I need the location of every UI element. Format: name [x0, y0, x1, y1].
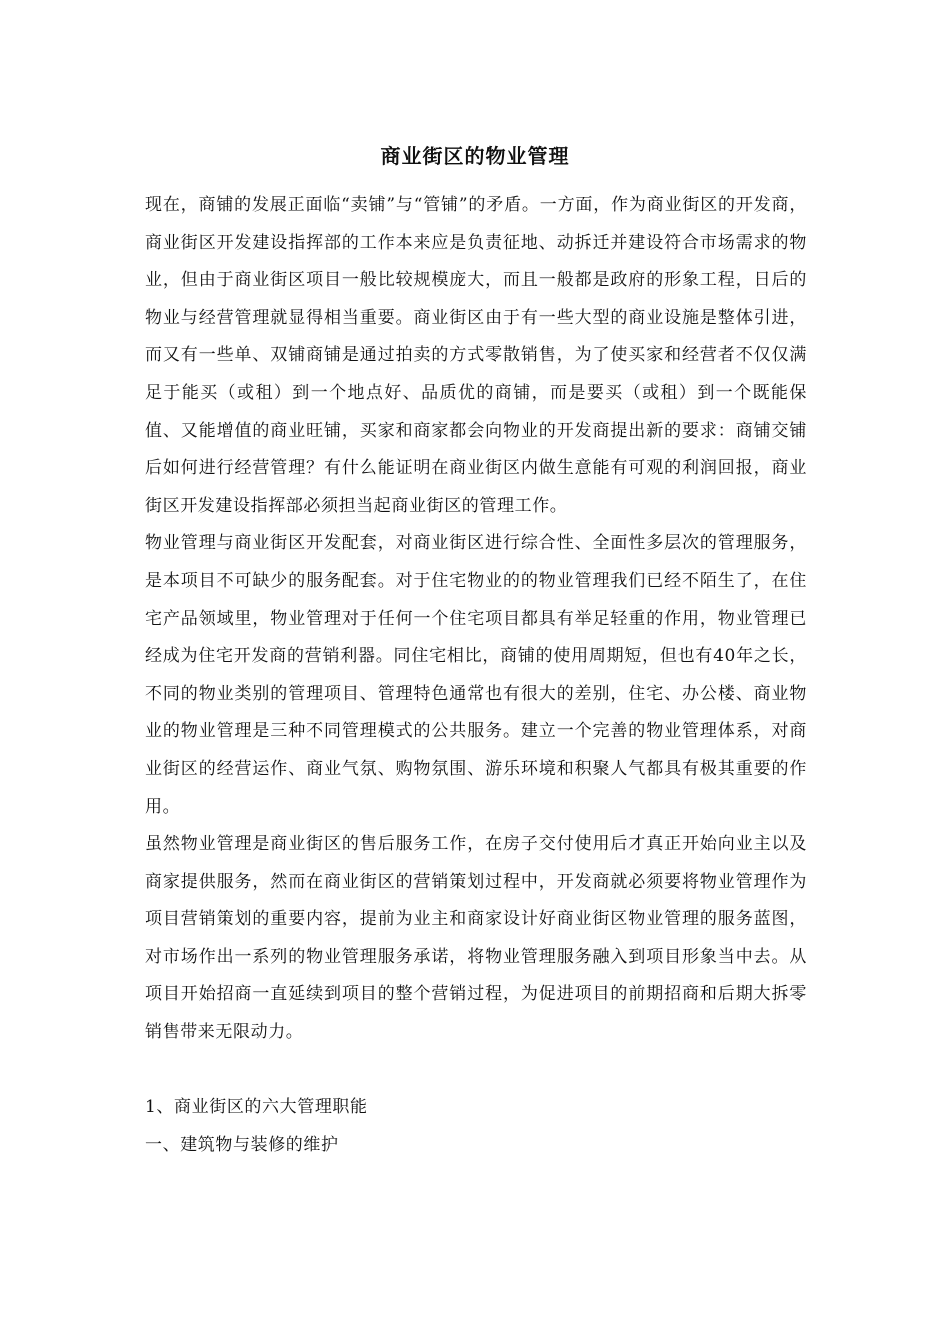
document-title: 商业街区的物业管理: [380, 144, 570, 168]
paragraph-2: 物业管理与商业街区开发配套，对商业街区进行综合性、全面性多层次的管理服务，是本项目不可缺少的服务配套。对于住宅物业的的物业管理我们已经不陌生了，在住宅产品领域里，物业管理对于任何一个住宅项目都具有举足轻重的作用，物业管理已经成为住宅开发商的营销利器。同住宅相比，商铺的使用周期短，但也有40年之长，不同的物业类别的管理项目、管理特色通常也有很大的差别，住宅、办公楼、商业物业的物业管理是三种不同管理模式的公共服务。建立一个完善的物业管理体系，对商业街区的经营运作、商业气氛、购物氛围、游乐环境和积聚人气都具有极其重要的作用。: [145, 533, 807, 817]
blank-line: [145, 1052, 807, 1090]
section-heading: 1、商业街区的六大管理职能: [145, 1097, 368, 1118]
subsection-heading: 一、建筑物与装修的维护: [145, 1134, 339, 1155]
document-body: [145, 187, 807, 1164]
paragraph-1: 现在，商铺的发展正面临“卖铺”与“管铺”的矛盾。一方面，作为商业街区的开发商，商业街区开发建设指挥部的工作本来应是负责征地、动拆迁并建设符合市场需求的物业，但由于商业街区项目一般比较规模庞大，而且一般都是政府的形象工程，日后的物业与经营管理就显得相当重要。商业街区由于有一些大型的商业设施是整体引进，而又有一些单、双铺商铺是通过拍卖的方式零散销售，为了使买家和经营者不仅仅满足于能买（或租）到一个地点好、品质优的商铺，而是要买（或租）到一个既能保值、又能增值的商业旺铺，买家和商家都会向物业的开发商提出新的要求：商铺交铺后如何进行经营管理？有什么能证明在商业街区内做生意能有可观的利润回报，商业街区开发建设指挥部必须担当起商业街区的管理工作。: [145, 195, 807, 516]
paragraph-3: 虽然物业管理是商业街区的售后服务工作，在房子交付使用后才真正开始向业主以及商家提供服务，然而在商业街区的营销策划过程中，开发商就必须要将物业管理作为项目营销策划的重要内容，提前为业主和商家设计好商业街区物业管理的服务蓝图，对市场作出一系列的物业管理服务承诺，将物业管理服务融入到项目形象当中去。从项目开始招商一直延续到项目的整个营销过程，为促进项目的前期招商和后期大拆零销售带来无限动力。: [145, 834, 807, 1043]
